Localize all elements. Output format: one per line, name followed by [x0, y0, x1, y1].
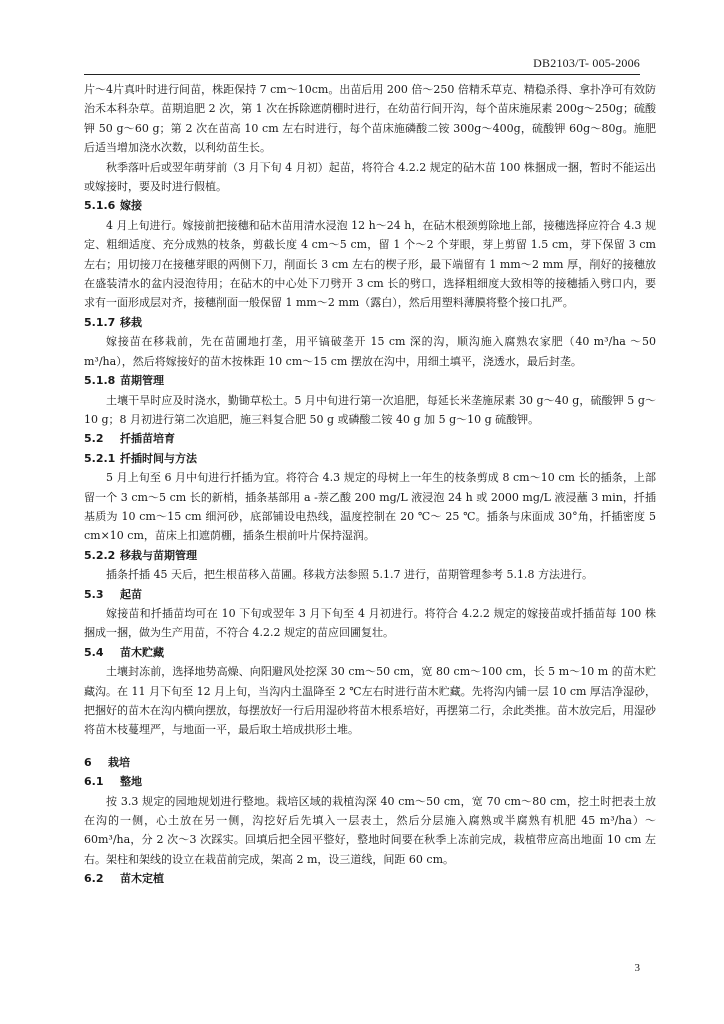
paragraph: 嫁接苗在移栽前，先在苗圃地打垄，用平镐破垄开 15 cm 深的沟，顺沟施入腐熟农家肥（40 m³/ha ～50 m³/ha），然后将嫁接好的苗木按株距 10 cm～15 cm 摆放在沟中，用细土填平，浇透水，最后封垄。 [84, 335, 656, 368]
section-heading [84, 753, 656, 772]
document-body [84, 80, 656, 889]
section-number: 5.4 [84, 645, 104, 659]
paragraph: 嫁接苗和扦插苗均可在 10 下旬或翌年 3 月下旬至 4 月初进行。将符合 4.2.2 规定的嫁接苗或扦插苗每 100 株捆成一捆，做为生产用苗，不符合 4.2.2 规定的苗应回圃复壮。 [84, 606, 656, 640]
section-heading [84, 429, 656, 448]
paragraph: 插条扦插 45 天后，把生根苗移入苗圃。移栽方法参照 5.1.7 进行，苗期管理参考 5.1.8 方法进行。 [106, 568, 593, 582]
section-number: 5.2 [84, 432, 104, 446]
section-heading [84, 585, 656, 604]
section-title: 扦插时间与方法 [120, 451, 197, 465]
document-code: DB2103/T- 005-2006 [533, 56, 640, 70]
section-heading [84, 313, 656, 332]
section-number: 5.1.7 [84, 315, 116, 329]
section-title: 移栽与苗期管理 [120, 548, 197, 562]
section-title: 栽培 [108, 755, 130, 769]
paragraph: 4 月上旬进行。嫁接前把接穗和砧木苗用清水浸泡 12 h～24 h，在砧木根颈剪除地上部，接穗选择应符合 4.3 规定、粗细适度、充分成熟的枝条，剪截长度 4 cm～5 cm，留 1 个～2 个芽眼，芽上剪留 1.5 cm，芽下保留 3 cm 左右；用切接刀在接穗芽眼的两侧下刀，削面长 3 cm 左右的楔子形，最下端留有 1 mm～2 mm 厚，削好的接穗放在盛装清水的盆内浸泡待用；在砧木的中心处下刀劈开 3 cm 长的劈口，选择粗细度大致相等的接穗插入劈口内，要求有一面形成层对齐，接穗削面一般保留 1 mm～2 mm（露白），然后用塑料薄膜将整个接口扎严。 [84, 218, 656, 310]
section-title: 苗期管理 [120, 374, 164, 388]
section-number: 5.3 [84, 587, 104, 601]
section-heading [84, 643, 656, 662]
section-number: 5.2.1 [84, 451, 116, 465]
paragraph: 土壤干旱时应及时浇水，勤锄草松土。5 月中旬进行第一次追肥，每延长米垄施尿素 30 g～40 g，硫酸钾 5 g～10 g；8 月初进行第二次追肥，施三料复合肥 50 g 或磷酸二铵 40 g 加 5 g～10 g 硫酸钾。 [84, 393, 656, 426]
section-heading [84, 546, 656, 565]
paragraph: 片～4片真叶时进行间苗，株距保持 7 cm～10cm。出苗后用 200 倍～250 倍精禾草克、精稳杀得、拿扑净可有效防治禾本科杂草。苗期追肥 2 次，第 1 次在拆除遮荫棚时进行，在幼苗行间开沟，每个苗床施尿素 200g～250g；硫酸钾 50 g～60 g；第 2 次在苗高 10 cm 左右时进行，每个苗床施磷酸二铵 300g～400g，硫酸钾 60g～80g。施肥后适当增加浇水次数，以利幼苗生长。 [84, 83, 656, 155]
section-number: 6.2 [84, 872, 104, 886]
section-title: 扦插苗培育 [120, 432, 175, 446]
section-number: 5.1.8 [84, 374, 116, 388]
section-title: 苗木贮藏 [120, 645, 164, 659]
paragraph: 按 3.3 规定的园地规划进行整地。栽培区域的栽植沟深 40 cm～50 cm，宽 70 cm～80 cm，挖土时把表土放在沟的一侧，心土放在另一侧，沟挖好后先填入一层表土，然后分层施入腐熟或半腐熟有机肥 45 m³/ha）～60m³/ha，分 2 次～3 次踩实。回填后把全园平整好，整地时间要在秋季上冻前完成，栽植带应高出地面 10 cm 左右。架柱和架线的设立在栽苗前完成，架高 2 m，设三道线，间距 60 cm。 [84, 794, 656, 866]
section-title: 嫁接 [120, 199, 142, 213]
section-heading [84, 371, 656, 390]
section-title: 移栽 [120, 315, 142, 329]
paragraph: 秋季落叶后或翌年萌芽前（3 月下旬 4 月初）起苗，将符合 4.2.2 规定的砧木苗 100 株捆成一捆，暂时不能运出或嫁接时，要及时进行假植。 [84, 160, 656, 194]
page-number: 3 [634, 962, 640, 974]
section-heading [84, 449, 656, 468]
paragraph: 5 月上旬至 6 月中旬进行扦插为宜。将符合 4.3 规定的母树上一年生的枝条剪成 8 cm～10 cm 长的插条，上部留一个 3 cm～5 cm 长的新梢，插条基部用 a -萘乙酸 200 mg/L 液浸泡 24 h 或 2000 mg/L 液浸蘸 3 min，扦插基质为 10 cm～15 cm 细河砂，底部铺设电热线，温度控制在 20 ℃～ 25 ℃。插条与床面成 30°角，扦插密度 5 cm×10 cm，苗床上扣遮荫棚，插条生根前叶片保持湿润。 [84, 471, 656, 543]
section-number: 6.1 [84, 775, 104, 789]
section-title: 起苗 [120, 587, 142, 601]
paragraph: 土壤封冻前，选择地势高燥、向阳避风处挖深 30 cm～50 cm，宽 80 cm～100 cm，长 5 m～10 m 的苗木贮藏沟。在 11 月下旬至 12 月上旬，当沟内土温降至 2 ℃左右时进行苗木贮藏。先将沟内铺一层 10 cm 厚洁净湿砂，把捆好的苗木在沟内横向摆放，每摆放好一行后用湿砂将苗木根系培好，再摆第二行，余此类推。苗木放完后，用湿砂将苗木枝蔓埋严，与地面一平，最后取土培成拱形土堆。 [84, 665, 656, 737]
section-number: 6 [84, 755, 92, 769]
section-heading [84, 772, 656, 791]
section-title: 整地 [120, 775, 142, 789]
section-heading [84, 869, 656, 888]
section-title: 苗木定植 [120, 872, 164, 886]
section-gap [84, 740, 656, 753]
header-divider [84, 74, 640, 75]
section-number: 5.2.2 [84, 548, 116, 562]
section-heading [84, 196, 656, 215]
section-number: 5.1.6 [84, 199, 116, 213]
